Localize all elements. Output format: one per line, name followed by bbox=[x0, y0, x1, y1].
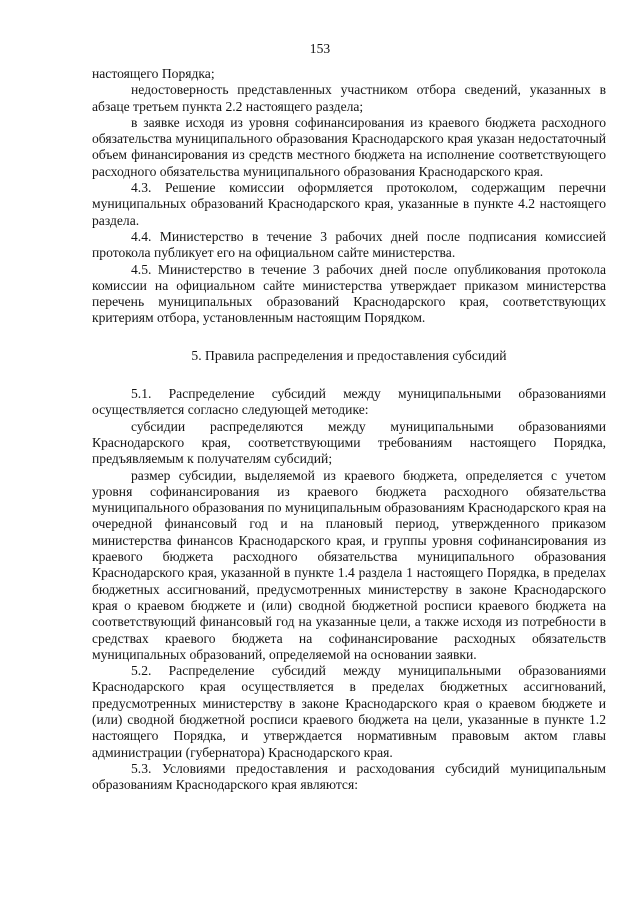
paragraph: 5.2. Распределение субсидий между муниципальными образованиями Краснодарского края осуществляется в пределах бюджетных ассигнований, предусмотренных министерству в законе Краснодарского края о краевом бюджете и (или) сводной бюджетной росписи краевого бюджета на цели, указанные в пункте 1.2 настоящего Порядка, и утверждается нормативным правовым актом главы администрации (губернатора) Краснодарского края. bbox=[92, 663, 606, 760]
paragraph: субсидии распределяются между муниципальными образованиями Краснодарского края, соответствующими требованиям настоящего Порядка, предъявляемым к получателям субсидий; bbox=[92, 418, 606, 467]
document-body bbox=[92, 66, 606, 793]
page-number: 153 bbox=[309, 41, 331, 56]
paragraphs-before-heading bbox=[92, 66, 606, 327]
paragraph: настоящего Порядка; bbox=[92, 66, 215, 81]
paragraph: в заявке исходя из уровня софинансирования из краевого бюджета расходного обязательства муниципального образования Краснодарского края указан недостаточный объем финансирования из средств местного бюджета на исполнение соответствующего расходного обязательства муниципального образования Краснодарского края. bbox=[92, 114, 606, 179]
paragraph: 4.3. Решение комиссии оформляется протоколом, содержащим перечни муниципальных образований Краснодарского края, указанные в пункте 4.2 настоящего раздела. bbox=[92, 180, 606, 228]
paragraph: недостоверность представленных участником отбора сведений, указанных в абзаце третьем пункта 2.2 настоящего раздела; bbox=[92, 82, 606, 114]
paragraph: размер субсидии, выделяемой из краевого бюджета, определяется с учетом уровня софинансирования из краевого бюджета расходного обязательства муниципального образования по муниципальным образованиям Краснодарского края на очередной финансовый год и на плановый период, утвержденного приказом министерства финансов Краснодарского края, и группы уровня софинансирования из краевого бюджета расходного обязательства муниципального образования Краснодарского края, указанной в пункте 1.4 раздела 1 настоящего Порядка, в пределах бюджетных ассигнований, предусмотренных министерству в законе Краснодарского края о краевом бюджете и (или) сводной бюджетной росписи краевого бюджета на соответствующий финансовый год на указанные цели, а также исходя из потребности в средствах краевого бюджета на софинансирование расходных обязательств муниципальных образований, определяемой на основании заявки. bbox=[92, 467, 606, 662]
paragraphs-after-heading bbox=[92, 386, 606, 793]
paragraph: 4.5. Министерство в течение 3 рабочих дней после опубликования протокола комиссии на официальном сайте министерства утверждает приказом министерства перечень муниципальных образований Краснодарского края, соответствующих критериям отбора, установленным настоящим Порядком. bbox=[92, 261, 606, 326]
paragraph: 5.1. Распределение субсидий между муниципальными образованиями осуществляется согласно следующей методике: bbox=[92, 386, 606, 418]
paragraph: 5.3. Условиями предоставления и расходования субсидий муниципальным образованиям Краснодарского края являются: bbox=[92, 760, 606, 793]
section-heading: 5. Правила распределения и предоставления субсидий bbox=[191, 347, 507, 363]
paragraph: 4.4. Министерство в течение 3 рабочих дней после подписания комиссией протокола публикует его на официальном сайте министерства. bbox=[92, 228, 606, 261]
